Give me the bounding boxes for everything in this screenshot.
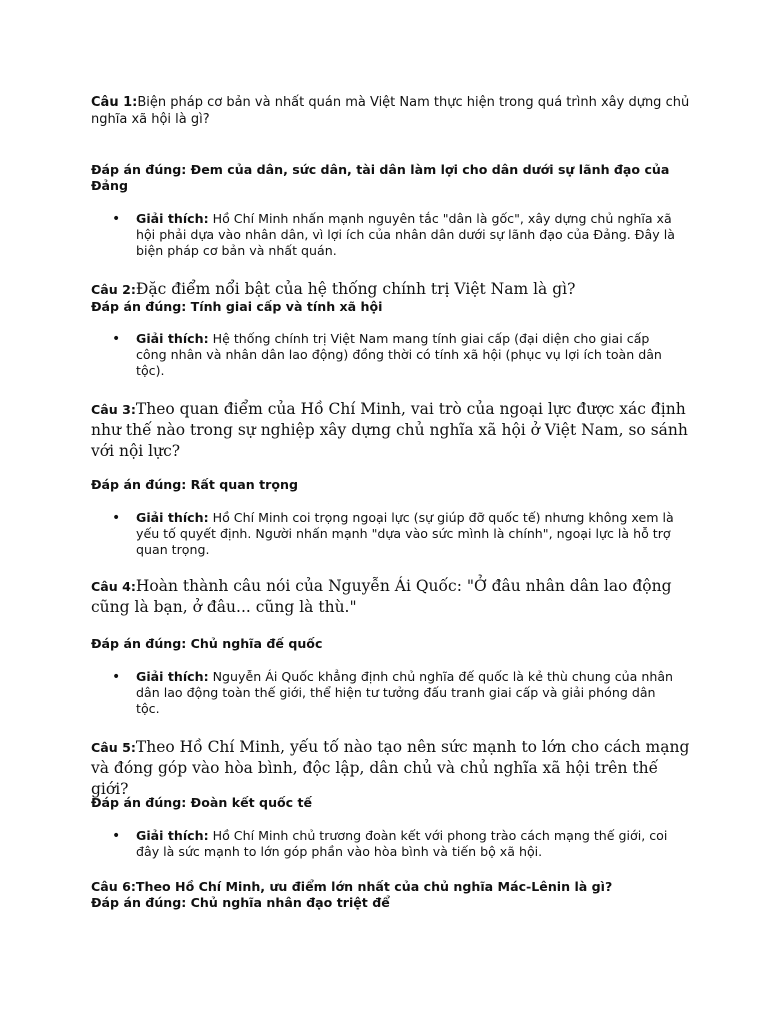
question-4: [91, 576, 691, 618]
question-text: Theo Hồ Chí Minh, ưu điểm lớn nhất của chủ nghĩa Mác-Lênin là gì?: [135, 879, 613, 894]
question-label: Câu 3:: [91, 402, 136, 417]
explanation-4: [112, 669, 682, 717]
explanation-label: Giải thích:: [136, 331, 209, 346]
explanation-label: Giải thích:: [136, 211, 209, 226]
explanation-5: [112, 828, 682, 860]
answer-2: Đáp án đúng: Tính giai cấp và tính xã hội: [91, 299, 383, 314]
bullet-dot-icon: •: [112, 331, 121, 347]
bullet-dot-icon: •: [112, 211, 121, 227]
explanation-1: [112, 211, 682, 259]
question-3: [91, 399, 691, 462]
question-label: Câu 6:: [91, 879, 136, 894]
explanation-label: Giải thích:: [136, 510, 209, 525]
question-label: Câu 2:: [91, 282, 136, 297]
answer-5: Đáp án đúng: Đoàn kết quốc tế: [91, 795, 313, 810]
answer-1: Đáp án đúng: Đem của dân, sức dân, tài dân làm lợi cho dân dưới sự lãnh đạo của Đảng: [91, 162, 670, 193]
answer-4: Đáp án đúng: Chủ nghĩa đế quốc: [91, 636, 323, 651]
explanation-text: Hồ Chí Minh nhấn mạnh nguyên tắc "dân là gốc", xây dựng chủ nghĩa xã hội phải dựa vào nhân dân, vì lợi ích của nhân dân dưới sự lãnh đạo của Đảng. Đây là biện pháp cơ bản và nhất quán.: [136, 211, 675, 258]
question-text: Hoàn thành câu nói của Nguyễn Ái Quốc: "Ở đâu nhân dân lao động cũng là bạn, ở đâu... cũng là thù.": [91, 577, 672, 616]
question-label: Câu 5:: [91, 740, 136, 755]
explanation-text: Hệ thống chính trị Việt Nam mang tính giai cấp (đại diện cho giai cấp công nhân và nhân dân lao động) đồng thời có tính xã hội (phục vụ lợi ích toàn dân tộc).: [136, 331, 662, 378]
answer-6: Đáp án đúng: Chủ nghĩa nhân đạo triệt để: [91, 895, 390, 910]
question-2: [91, 279, 691, 300]
question-6: [91, 879, 691, 895]
question-label: Câu 4:: [91, 579, 136, 594]
question-5: [91, 737, 691, 800]
question-label: Câu 1:: [91, 95, 138, 110]
explanation-label: Giải thích:: [136, 828, 209, 843]
explanation-text: Hồ Chí Minh chủ trương đoàn kết với phong trào cách mạng thế giới, coi đây là sức mạnh to lớn góp phần vào hòa bình và tiến bộ xã hội.: [136, 828, 668, 859]
question-text: Theo quan điểm của Hồ Chí Minh, vai trò của ngoại lực được xác định như thế nào trong sự nghiệp xây dựng chủ nghĩa xã hội ở Việt Nam, so sánh với nội lực?: [91, 400, 688, 460]
question-text: Biện pháp cơ bản và nhất quán mà Việt Nam thực hiện trong quá trình xây dựng chủ nghĩa xã hội là gì?: [91, 95, 690, 127]
explanation-text: Hồ Chí Minh coi trọng ngoại lực (sự giúp đỡ quốc tế) nhưng không xem là yếu tố quyết định. Người nhấn mạnh "dựa vào sức mình là chính", ngoại lực là hỗ trợ quan trọng.: [136, 510, 674, 557]
bullet-dot-icon: •: [112, 828, 121, 844]
explanation-text: Nguyễn Ái Quốc khẳng định chủ nghĩa đế quốc là kẻ thù chung của nhân dân lao động toàn thế giới, thể hiện tư tưởng đấu tranh giai cấp và giải phóng dân tộc.: [136, 669, 674, 716]
bullet-dot-icon: •: [112, 510, 121, 526]
question-1: [91, 94, 691, 128]
bullet-dot-icon: •: [112, 669, 121, 685]
answer-3: Đáp án đúng: Rất quan trọng: [91, 477, 298, 492]
explanation-2: [112, 331, 682, 379]
question-text: Theo Hồ Chí Minh, yếu tố nào tạo nên sức mạnh to lớn cho cách mạng và đóng góp vào hòa bình, độc lập, dân chủ và chủ nghĩa xã hội trên thế giới?: [91, 738, 690, 798]
question-text: Đặc điểm nổi bật của hệ thống chính trị Việt Nam là gì?: [135, 280, 576, 298]
explanation-3: [112, 510, 682, 558]
explanation-label: Giải thích:: [136, 669, 209, 684]
